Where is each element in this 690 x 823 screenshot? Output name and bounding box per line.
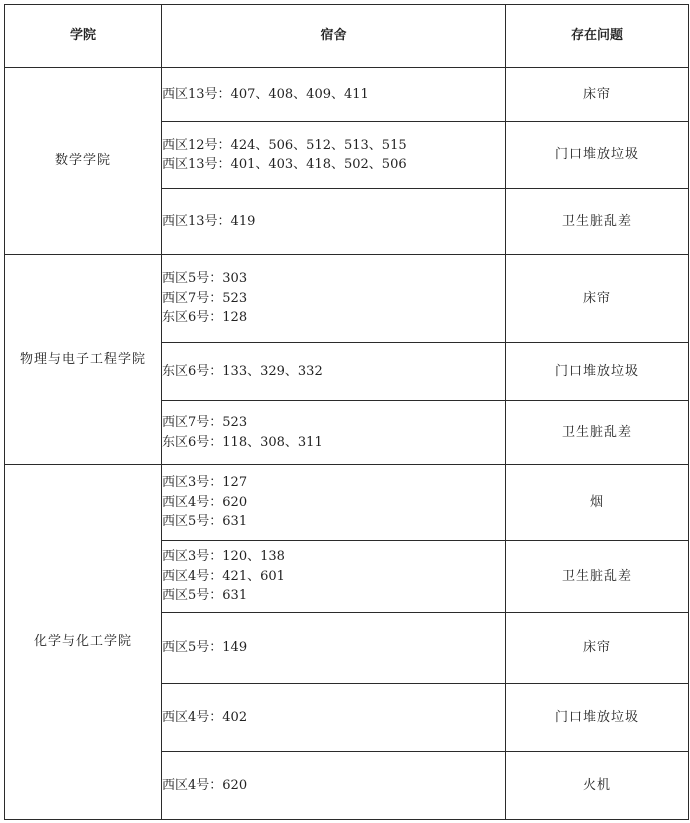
college-cell: 物理与电子工程学院 (5, 255, 162, 465)
dorm-line: 东区6号：128 (162, 310, 248, 326)
dorm-line: 西区3号：127 (162, 475, 248, 491)
college-cell: 数学学院 (5, 68, 162, 255)
dorm-line: 西区5号：631 (162, 514, 248, 530)
dorm-cell (162, 68, 506, 122)
dorm-line: 西区7号：523 (162, 415, 248, 430)
issue-cell: 床帘 (506, 68, 689, 122)
issue-cell: 火机 (506, 752, 689, 820)
dorm-cell (162, 613, 506, 684)
dorm-line: 西区3号：120、138 (162, 549, 285, 565)
dorm-line: 西区7号：523 (162, 290, 248, 306)
issue-cell: 门口堆放垃圾 (506, 122, 689, 189)
dorm-cell (162, 189, 506, 255)
dorm-line: 西区5号：149 (162, 640, 248, 656)
dorm-line: 西区5号：631 (162, 588, 248, 604)
table-row (5, 465, 689, 541)
dorm-line: 西区13号：401、403、418、502、506 (162, 157, 407, 172)
header-issue: 存在问题 (506, 5, 689, 68)
dorm-line: 西区4号：620 (162, 494, 248, 510)
dorm-line: 西区4号：402 (162, 709, 248, 725)
dorm-cell (162, 343, 506, 401)
college-cell: 化学与化工学院 (5, 465, 162, 820)
header-dorm: 宿舍 (162, 5, 506, 68)
dorm-line: 西区13号：419 (162, 213, 256, 229)
dorm-cell (162, 541, 506, 613)
dorm-cell (162, 122, 506, 189)
dorm-line: 东区6号：118、308、311 (162, 434, 323, 450)
dorm-inspection-table (4, 4, 689, 820)
dorm-cell (162, 684, 506, 752)
dorm-line: 西区13号：407、408、409、411 (162, 86, 369, 102)
issue-cell: 卫生脏乱差 (506, 401, 689, 465)
dorm-cell (162, 752, 506, 820)
dorm-line: 西区4号：421、601 (162, 568, 285, 584)
dorm-cell (162, 401, 506, 465)
issue-cell: 床帘 (506, 613, 689, 684)
header-row (5, 5, 689, 68)
table-row (5, 68, 689, 122)
dorm-line: 东区6号：133、329、332 (162, 363, 323, 379)
table-row (5, 255, 689, 343)
dorm-cell (162, 255, 506, 343)
issue-cell: 床帘 (506, 255, 689, 343)
dorm-line: 西区5号：303 (162, 271, 248, 287)
header-college: 学院 (5, 5, 162, 68)
dorm-cell (162, 465, 506, 541)
issue-cell: 门口堆放垃圾 (506, 343, 689, 401)
issue-cell: 烟 (506, 465, 689, 541)
issue-cell: 卫生脏乱差 (506, 189, 689, 255)
issue-cell: 门口堆放垃圾 (506, 684, 689, 752)
issue-cell: 卫生脏乱差 (506, 541, 689, 613)
dorm-line: 西区12号：424、506、512、513、515 (162, 137, 407, 153)
dorm-line: 西区4号：620 (162, 777, 248, 793)
